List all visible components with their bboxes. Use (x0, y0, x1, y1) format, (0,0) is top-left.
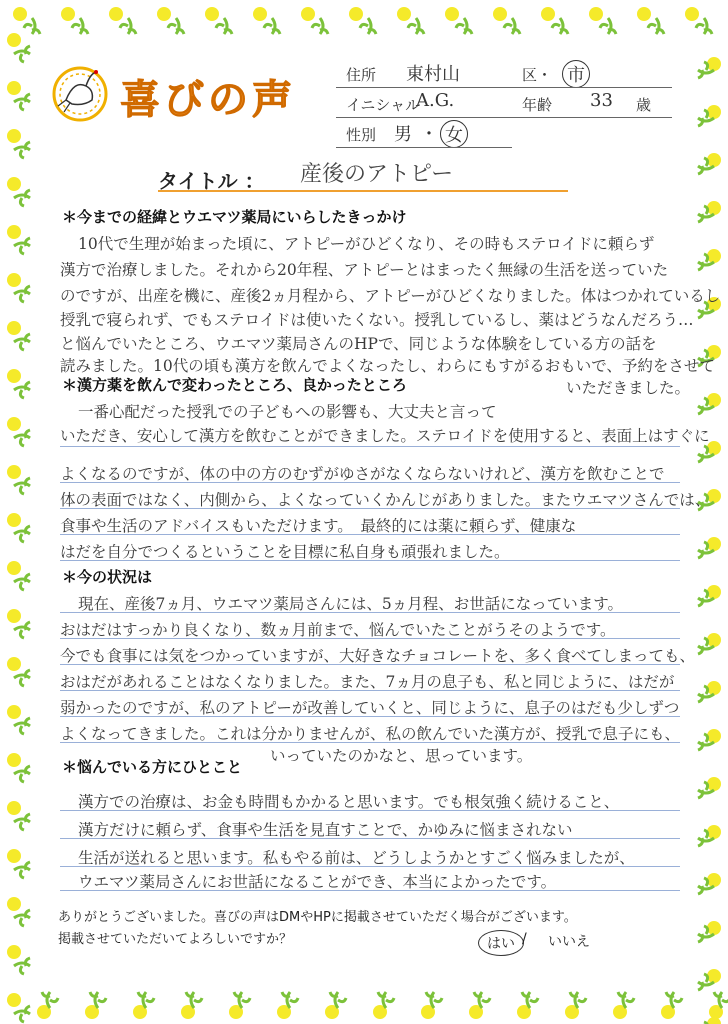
age-value: 33 (590, 90, 613, 111)
section-line: いただき、安心して漢方を飲むことができました。ステロイドを使用すると、表面上はすぐに (60, 427, 710, 445)
profile-info (336, 58, 672, 148)
section-heading: ＊今の状況は (62, 568, 153, 586)
age-unit: 歳 (636, 96, 652, 114)
section-line: よくなってきました。これは分かりませんが、私の飲んでいた漢方が、授乳で息子にも、 (60, 725, 681, 743)
section-line: 食事や生活のアドバイスもいただけます。 最終的には薬に頼らず、健康な (60, 517, 577, 535)
gender-female: 女 (440, 120, 468, 148)
section-line: ウエマツ薬局さんにお世話になることができ、本当によかったです。 (78, 873, 557, 891)
gender-label: 性別 (346, 126, 377, 144)
section-line: よくなるのですが、体の中の方のむずがゆさがなくならないけれど、漢方を飲むことで (60, 465, 665, 483)
section-heading: ＊悩んでいる方にひとこと (62, 758, 243, 776)
brand-title: 喜びの声 (120, 77, 296, 123)
ward-value: 市 (562, 60, 590, 88)
section-line: 生活が送れると思います。私もやる前は、どうしようかとすごく悩みましたが、 (78, 849, 635, 867)
no-option[interactable]: いいえ (548, 934, 590, 950)
option-separator: / (522, 931, 527, 947)
yes-option[interactable]: はい (478, 930, 524, 956)
section-line: いっていたのかなと、思っています。 (270, 747, 533, 765)
initial-age-row (336, 88, 672, 118)
section-line: 読みました。10代の頃も漢方を飲んでよくなったし、わらにもすがるおもいで、予約をさせて (60, 357, 715, 375)
gender-male: 男 (394, 124, 412, 145)
consent-text: ありがとうございました。喜びの声はDMやHPに掲載させていただく場合がございます。 (58, 910, 577, 925)
address-value: 東村山 (406, 64, 460, 85)
section-line: 漢方だけに頼らず、食事や生活を見直すことで、かゆみに悩まされない (78, 821, 573, 839)
address-row (336, 58, 672, 88)
section-line: おはだはすっかり良くなり、数ヵ月前まで、悩んでいたことがうそのようです。 (60, 621, 616, 639)
section-line: 漢方での治療は、お金も時間もかかると思います。でも根気強く続けること、 (78, 793, 620, 811)
gender-row (336, 118, 672, 148)
section-heading: ＊漢方薬を飲んで変わったところ、良かったところ (62, 376, 407, 394)
section-line: 現在、産後7ヵ月、ウエマツ薬局さんには、5ヵ月程、お世話になっています。 (78, 595, 624, 613)
initial-value: A.G. (416, 90, 455, 111)
section-line: いただきました。 (566, 379, 691, 397)
section-line: はだを自分でつくるということを目標に私自身も頑張れました。 (60, 543, 510, 561)
title-label: タイトル ： (158, 169, 265, 193)
section-line: 漢方で治療しました。それから20年程、アトピーとはまったく無縁の生活を送っていた (60, 261, 669, 279)
section-line: 授乳で寝られず、でもステロイドは使いたくない。授乳しているし、薬はどうなんだろう… (60, 311, 694, 329)
section-line: 体の表面ではなく、内側から、よくなっていくかんじがありました。またウエマツさんでは、 (60, 491, 711, 509)
section-line: 一番心配だった授乳での子どもへの影響も、大丈夫と言って (78, 403, 497, 421)
section-line: と悩んでいたところ、ウエマツ薬局さんのHPで、同じような体験をしている方の話を (60, 335, 657, 353)
title-value: 産後のアトピー (300, 162, 454, 187)
consent-question: 掲載させていただいてよろしいですか？ (58, 932, 293, 947)
address-label: 住所 (346, 66, 377, 84)
initial-label: イニシャル (346, 96, 421, 114)
ward-label: 区・ (522, 66, 553, 84)
age-label: 年齢 (522, 96, 553, 114)
section-line: 今でも食事には気をつかっていますが、大好きなチョコレートを、多く食べてしまっても、 (60, 647, 696, 665)
section-line: おはだがあれることはなくなりました。また、7ヵ月の息子も、私と同じように、はだが (60, 673, 675, 691)
crane-logo-icon (50, 60, 110, 126)
section-line: 弱かったのですが、私のアトピーが改善していくと、同じように、息子のはだも少しずつ (60, 699, 680, 717)
section-line: のですが、出産を機に、産後2ヵ月程から、アトピーがひどくなりました。体はつかれているし (60, 287, 721, 305)
section-line: 10代で生理が始まった頃に、アトピーがひどくなり、その時もステロイドに頼らず (78, 235, 655, 253)
section-heading: ＊今までの経緯とウエマツ薬局にいらしたきっかけ (62, 208, 407, 226)
gender-sep: ・ (420, 124, 438, 145)
